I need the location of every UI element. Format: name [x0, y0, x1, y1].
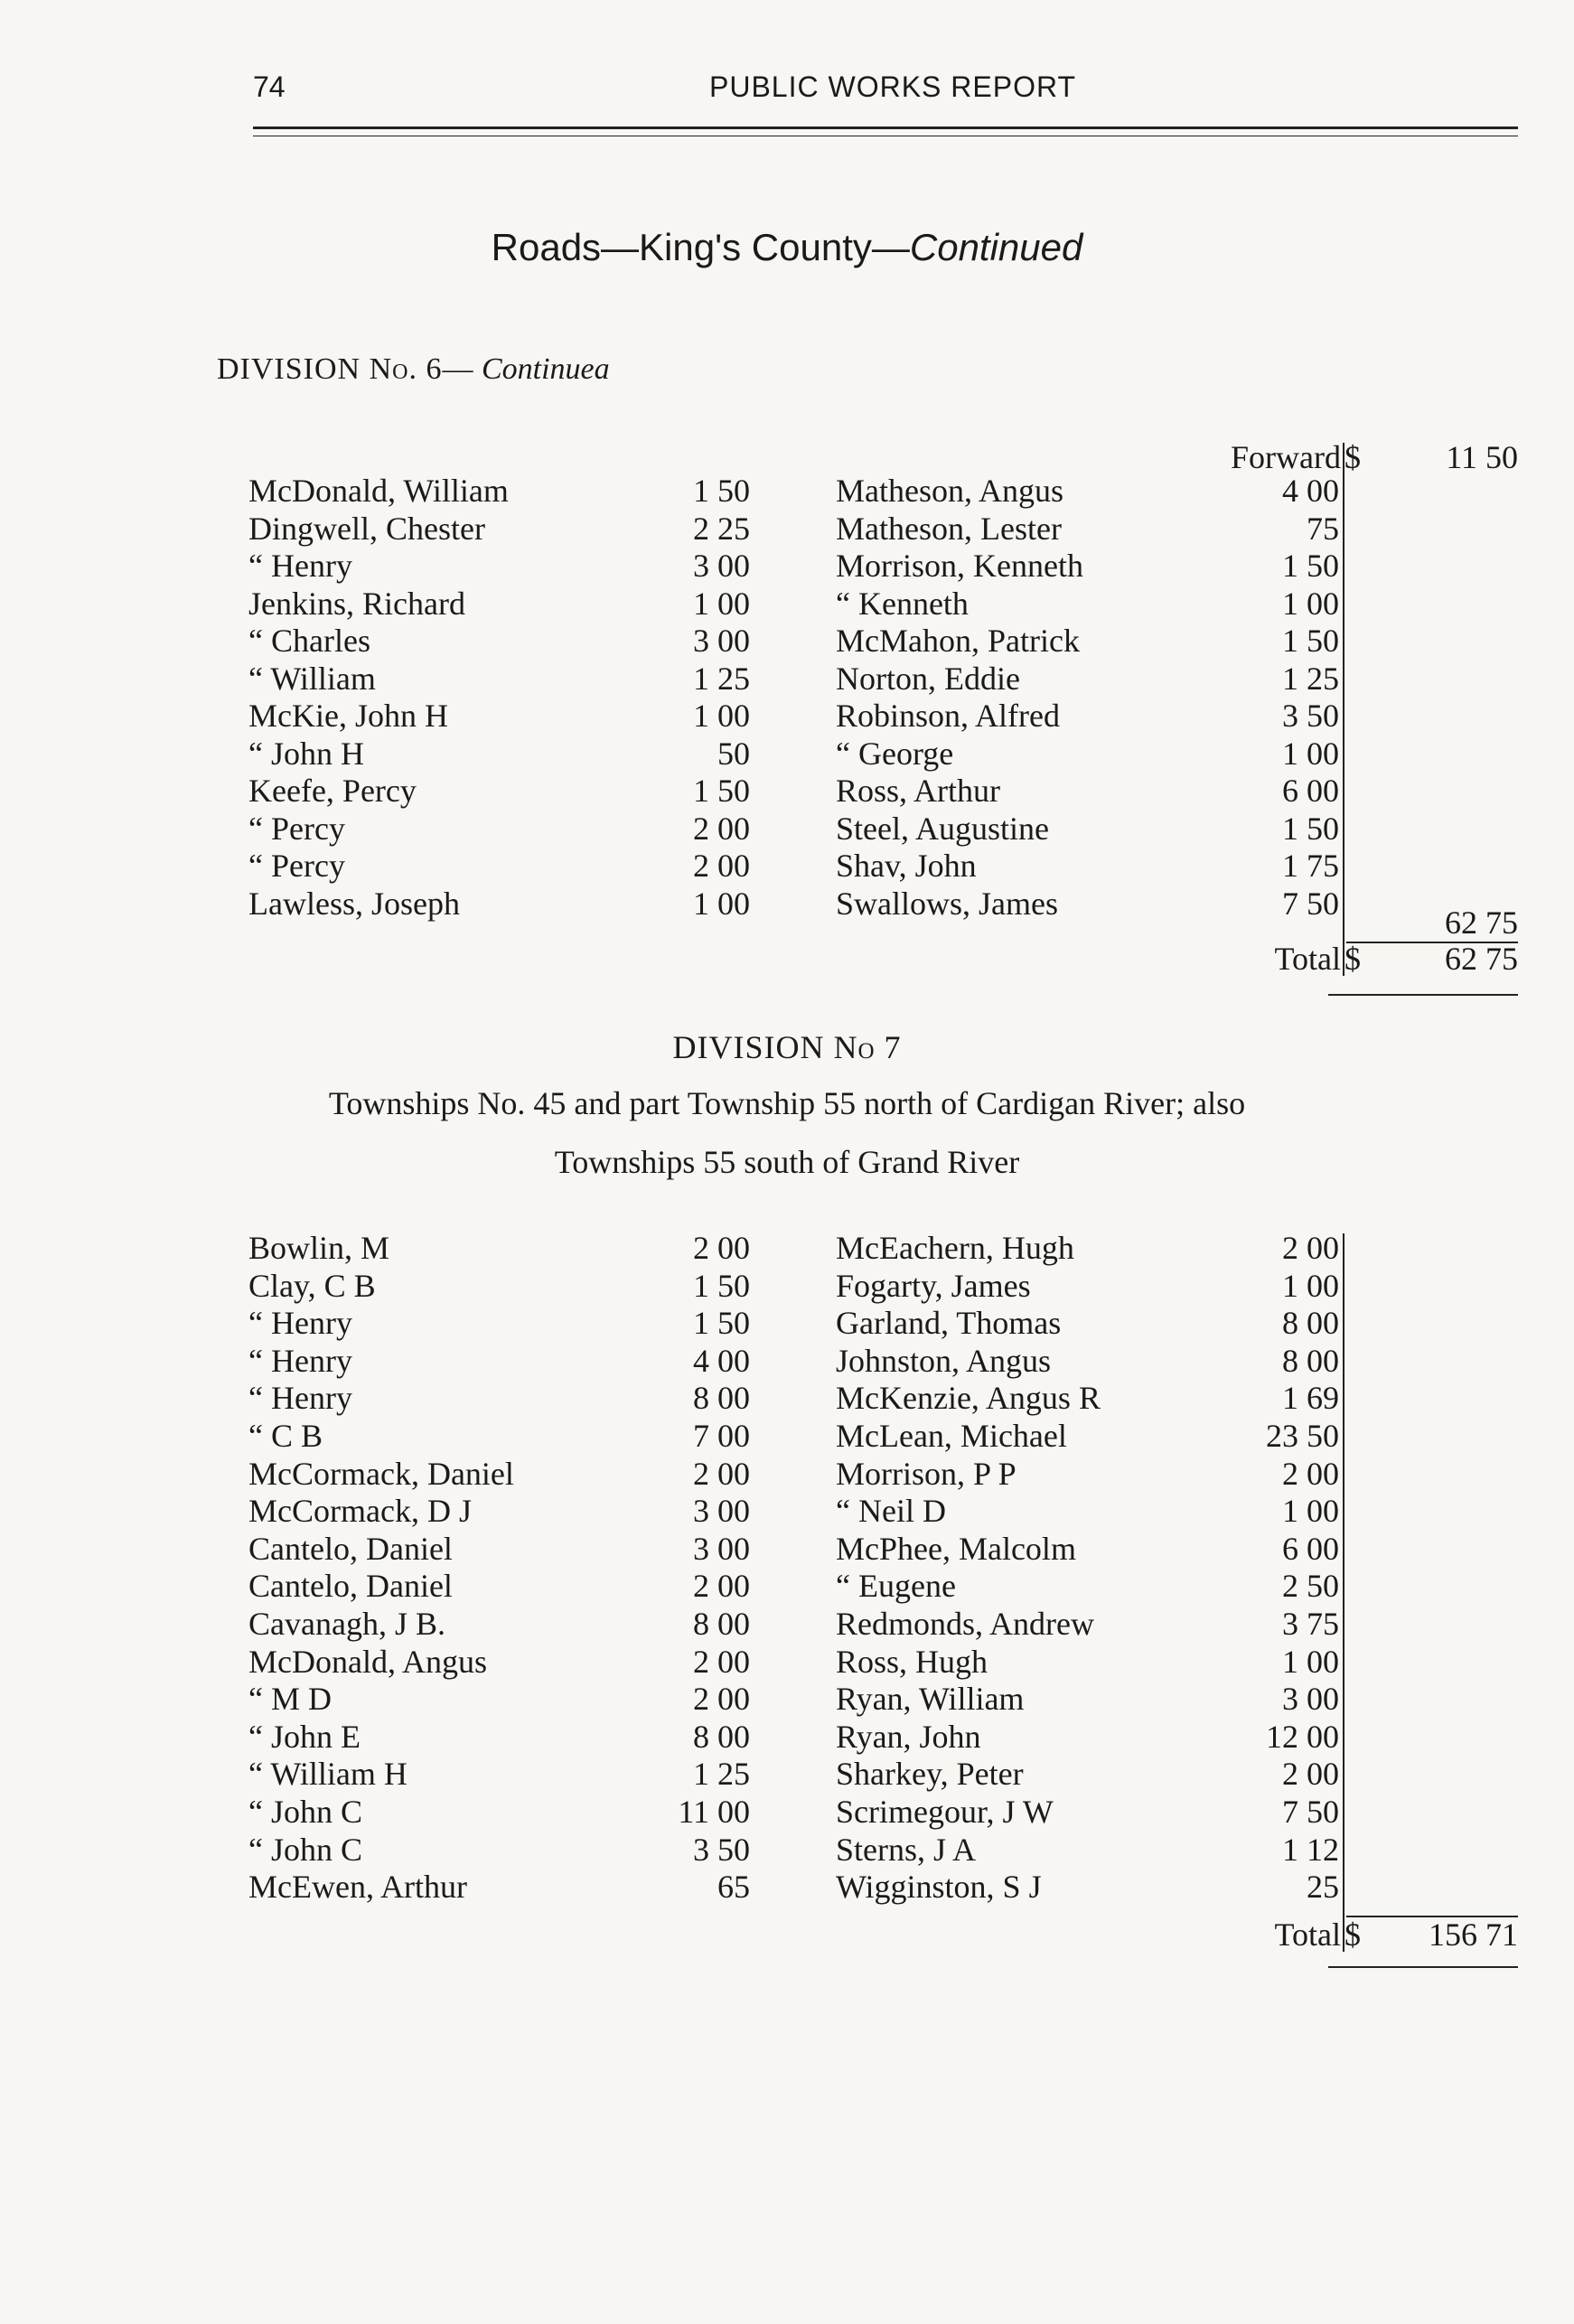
page-number: 74	[253, 70, 286, 103]
page-title	[0, 226, 1574, 269]
ledger-entry-name: “ Henry	[248, 1305, 352, 1342]
ledger-entry-name: Steel, Augustine	[836, 810, 1049, 847]
ledger-entry-name: Shav, John	[836, 848, 977, 884]
division-7-total-rule	[1328, 1966, 1518, 1968]
ledger-entry-amount: 8 00	[1282, 1305, 1339, 1342]
ledger-entry-name: “ Percy	[248, 810, 345, 847]
ledger-entry-name: Ross, Arthur	[836, 773, 1001, 809]
division-6-column-rule	[1343, 443, 1344, 976]
ledger-entry-amount: 6 00	[1282, 773, 1339, 809]
ledger-entry-name: Sterns, J A	[836, 1831, 977, 1868]
ledger-entry-amount: 3 00	[693, 1530, 750, 1567]
ledger-entry-amount: 2 50	[1282, 1568, 1339, 1605]
ledger-entry-amount: 25	[1307, 1869, 1339, 1906]
ledger-entry-amount: 1 00	[693, 698, 750, 734]
ledger-entry-amount: 2 00	[693, 848, 750, 884]
ledger-entry-amount: 1 25	[693, 660, 750, 697]
ledger-entry-name: McPhee, Malcolm	[836, 1530, 1076, 1567]
ledger-entry-amount: 2 00	[1282, 1455, 1339, 1492]
ledger-entry-name: McLean, Michael	[836, 1418, 1067, 1454]
forward-label: Forward	[1231, 439, 1341, 475]
ledger-entry-name: Ryan, William	[836, 1681, 1025, 1718]
ledger-entry-amount: 1 00	[1282, 1267, 1339, 1304]
ledger-entry-name: Sharkey, Peter	[836, 1756, 1024, 1793]
ledger-entry-name: Matheson, Angus	[836, 473, 1063, 509]
ledger-entry-name: “ John E	[248, 1718, 361, 1755]
ledger-entry-amount: 1 00	[693, 585, 750, 622]
ledger-entry-name: Keefe, Percy	[248, 773, 417, 809]
division-7-description-line-1: Townships No. 45 and part Township 55 north of Cardigan River; also	[328, 1085, 1246, 1121]
division-7-description-line-2: Townships 55 south of Grand River	[554, 1144, 1020, 1180]
ledger-entry-amount: 2 00	[693, 810, 750, 847]
ledger-entry-amount: 1 50	[693, 1267, 750, 1304]
division-6-total-amount: 62 75	[1445, 941, 1518, 977]
ledger-entry-name: Bowlin, M	[248, 1230, 390, 1266]
ledger-entry-name: Matheson, Lester	[836, 510, 1062, 547]
division-7-total-amount: 156 71	[1429, 1916, 1518, 1953]
ledger-entry-amount: 7 50	[1282, 885, 1339, 922]
ledger-entry-amount: 1 25	[693, 1756, 750, 1793]
ledger-entry-name: “ Charles	[248, 623, 370, 659]
ledger-entry-name: Norton, Eddie	[836, 660, 1020, 697]
ledger-entry-name: “ C B	[248, 1418, 323, 1454]
ledger-entry-amount: 65	[717, 1869, 750, 1906]
division-6-heading	[217, 352, 610, 387]
division-6-label-italic: Continuea	[481, 352, 610, 386]
ledger-entry-name: McEwen, Arthur	[248, 1869, 467, 1906]
running-title: PUBLIC WORKS REPORT	[709, 70, 1077, 103]
division-7-label: DIVISION No 7	[672, 1029, 902, 1065]
title-main: Roads—King's County—	[491, 226, 910, 268]
ledger-entry-name: “ George	[836, 735, 954, 772]
ledger-entry-amount: 1 25	[1282, 660, 1339, 697]
division-6-label: DIVISION No. 6—	[217, 352, 474, 386]
ledger-entry-amount: 1 00	[1282, 1493, 1339, 1530]
ledger-entry-name: Dingwell, Chester	[248, 510, 485, 547]
ledger-entry-name: Lawless, Joseph	[248, 885, 460, 922]
ledger-entry-amount: 4 00	[1282, 473, 1339, 509]
ledger-entry-name: Swallows, James	[836, 885, 1058, 922]
ledger-entry-name: McDonald, William	[248, 473, 509, 509]
ledger-entry-name: “ Henry	[248, 548, 352, 584]
ledger-entry-amount: 1 00	[693, 885, 750, 922]
ledger-entry-amount: 8 00	[693, 1718, 750, 1755]
division-6-subtotal: 62 75	[1445, 904, 1518, 941]
ledger-entry-name: McKie, John H	[248, 698, 448, 734]
ledger-entry-amount: 2 00	[693, 1681, 750, 1718]
ledger-entry-amount: 8 00	[693, 1606, 750, 1642]
ledger-entry-name: McKenzie, Angus R	[836, 1380, 1101, 1417]
forward-dollar: $	[1344, 439, 1361, 475]
division-7-total-dollar: $	[1344, 1916, 1361, 1953]
ledger-entry-amount: 1 50	[1282, 548, 1339, 584]
ledger-entry-name: “ Henry	[248, 1380, 352, 1417]
ledger-entry-name: Ross, Hugh	[836, 1643, 988, 1680]
ledger-entry-amount: 7 50	[1282, 1794, 1339, 1830]
ledger-entry-amount: 50	[717, 735, 750, 772]
ledger-entry-name: “ Eugene	[836, 1568, 956, 1605]
ledger-entry-name: Cantelo, Daniel	[248, 1530, 453, 1567]
division-7-column-rule	[1343, 1233, 1344, 1952]
ledger-entry-name: Morrison, P P	[836, 1455, 1017, 1492]
ledger-entry-amount: 3 00	[693, 1493, 750, 1530]
ledger-entry-name: “ William H	[248, 1756, 408, 1793]
ledger-entry-amount: 2 00	[693, 1643, 750, 1680]
ledger-entry-name: “ Henry	[248, 1342, 352, 1379]
ledger-entry-amount: 8 00	[1282, 1342, 1339, 1379]
ledger-entry-amount: 3 00	[693, 623, 750, 659]
ledger-entry-amount: 75	[1307, 510, 1339, 547]
ledger-entry-amount: 12 00	[1266, 1718, 1339, 1755]
ledger-entry-amount: 3 50	[693, 1831, 750, 1868]
ledger-entry-amount: 1 50	[1282, 810, 1339, 847]
ledger-entry-amount: 2 00	[1282, 1230, 1339, 1266]
ledger-entry-name: McCormack, Daniel	[248, 1455, 514, 1492]
ledger-entry-amount: 2 00	[693, 1455, 750, 1492]
forward-amount: 11 50	[1446, 439, 1518, 475]
ledger-entry-amount: 4 00	[693, 1342, 750, 1379]
title-italic: Continued	[909, 226, 1083, 268]
total-rule	[1328, 994, 1518, 996]
ledger-entry-name: Clay, C B	[248, 1267, 376, 1304]
ledger-entry-name: Robinson, Alfred	[836, 698, 1060, 734]
ledger-entry-amount: 11 00	[678, 1794, 750, 1830]
ledger-entry-name: Cantelo, Daniel	[248, 1568, 453, 1605]
ledger-entry-amount: 1 12	[1282, 1831, 1339, 1868]
ledger-entry-amount: 1 00	[1282, 585, 1339, 622]
ledger-entry-name: McEachern, Hugh	[836, 1230, 1074, 1266]
ledger-entry-name: “ Kenneth	[836, 585, 969, 622]
ledger-entry-amount: 3 00	[693, 548, 750, 584]
ledger-entry-name: Redmonds, Andrew	[836, 1606, 1094, 1642]
ledger-entry-name: Ryan, John	[836, 1718, 981, 1755]
ledger-entry-name: Scrimegour, J W	[836, 1794, 1054, 1830]
ledger-entry-name: Fogarty, James	[836, 1267, 1031, 1304]
ledger-entry-name: Jenkins, Richard	[248, 585, 465, 622]
ledger-entry-name: Cavanagh, J B.	[248, 1606, 445, 1642]
ledger-entry-amount: 1 50	[1282, 623, 1339, 659]
ledger-entry-amount: 3 75	[1282, 1606, 1339, 1642]
ledger-entry-amount: 1 00	[1282, 1643, 1339, 1680]
ledger-entry-name: Morrison, Kenneth	[836, 548, 1083, 584]
ledger-entry-amount: 1 50	[693, 473, 750, 509]
ledger-entry-amount: 6 00	[1282, 1530, 1339, 1567]
ledger-entry-amount: 1 00	[1282, 735, 1339, 772]
ledger-entry-name: McDonald, Angus	[248, 1643, 487, 1680]
ledger-entry-name: “ William	[248, 660, 376, 697]
ledger-entry-amount: 2 00	[1282, 1756, 1339, 1793]
ledger-entry-amount: 2 00	[693, 1568, 750, 1605]
ledger-entry-amount: 2 25	[693, 510, 750, 547]
ledger-entry-name: McMahon, Patrick	[836, 623, 1080, 659]
ledger-entry-amount: 2 00	[693, 1230, 750, 1266]
ledger-entry-amount: 23 50	[1266, 1418, 1339, 1454]
header-rule	[253, 127, 1518, 129]
ledger-entry-name: “ John C	[248, 1794, 362, 1830]
ledger-entry-name: “ Neil D	[836, 1493, 946, 1530]
ledger-entry-amount: 8 00	[693, 1380, 750, 1417]
ledger-entry-amount: 1 50	[693, 1305, 750, 1342]
ledger-entry-name: “ M D	[248, 1681, 332, 1718]
ledger-entry-name: Wigginston, S J	[836, 1869, 1042, 1906]
ledger-entry-name: Johnston, Angus	[836, 1342, 1052, 1379]
ledger-entry-amount: 7 00	[693, 1418, 750, 1454]
division-7-heading	[0, 1028, 1574, 1066]
ledger-entry-amount: 1 50	[693, 773, 750, 809]
ledger-entry-amount: 1 69	[1282, 1380, 1339, 1417]
ledger-entry-amount: 3 50	[1282, 698, 1339, 734]
ledger-entry-amount: 1 75	[1282, 848, 1339, 884]
ledger-entry-name: “ John C	[248, 1831, 362, 1868]
division-6-total-label: Total	[1274, 941, 1341, 977]
division-7-total-label: Total	[1274, 1916, 1341, 1953]
ledger-entry-amount: 3 00	[1282, 1681, 1339, 1718]
ledger-entry-name: “ Percy	[248, 848, 345, 884]
ledger-entry-name: McCormack, D J	[248, 1493, 472, 1530]
ledger-entry-name: Garland, Thomas	[836, 1305, 1062, 1342]
ledger-entry-name: “ John H	[248, 735, 364, 772]
division-6-total-dollar: $	[1344, 941, 1361, 977]
